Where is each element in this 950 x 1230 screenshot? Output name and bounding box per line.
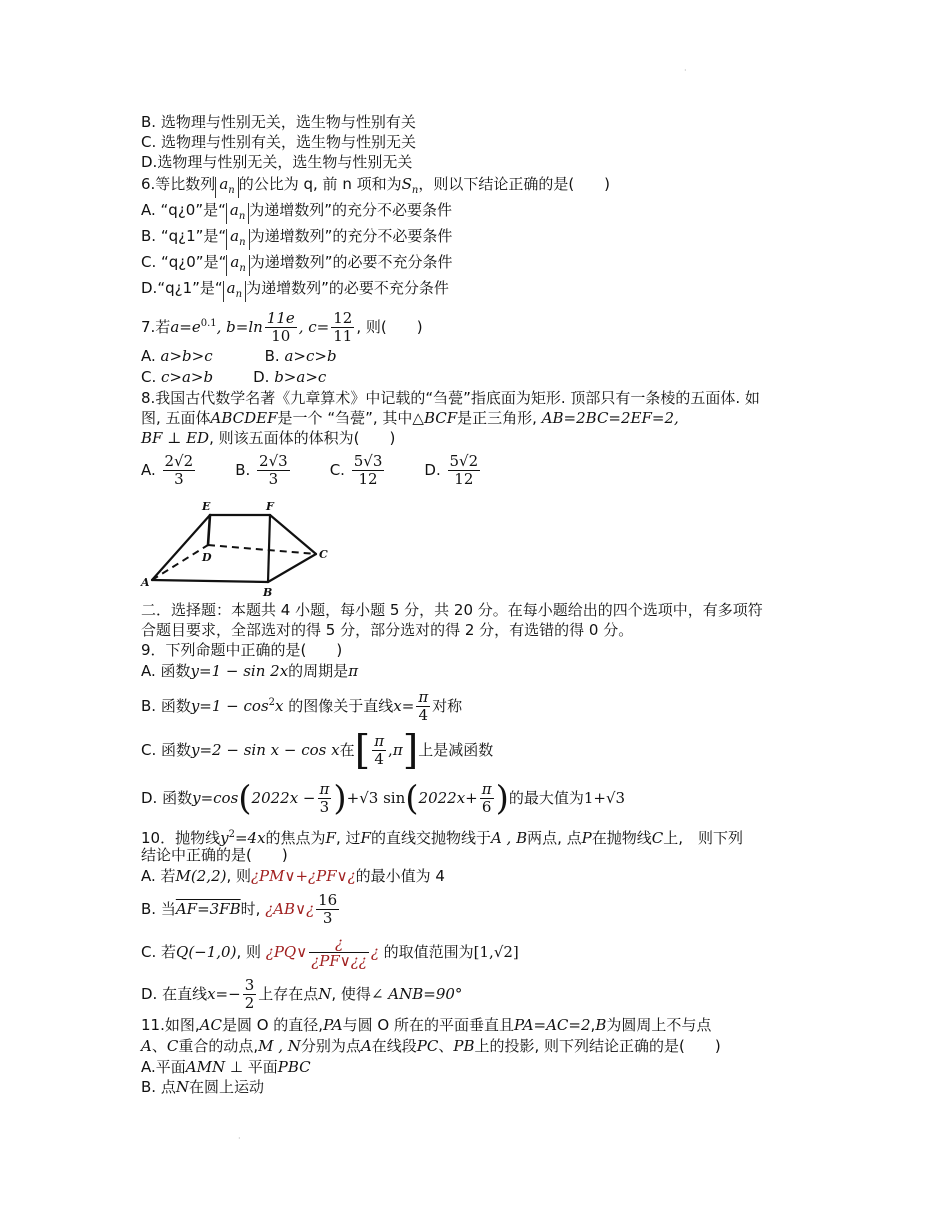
label-e: E: [202, 500, 211, 513]
q11-stem-line1: 11.如图,AC是圆 O 的直径,PA与圆 O 所在的平面垂直且PA=AC=2,B为圆周上不与点: [141, 1016, 712, 1034]
scan-artifact: ·: [238, 1134, 241, 1143]
edge-ab: [152, 580, 268, 582]
q9-option-b: B. 函数$y=1 - \cos^2x$ 的图像关于直线x= $\frac{\pi}{4}$ 对称: [141, 688, 463, 724]
edge-ed: [208, 515, 210, 545]
q10-stem-line2: 结论中正确的是( ): [141, 846, 288, 864]
q10-option-c: C. 若Q(−1,0), 则 ¿PQ∨ $\frac{¿}{¿PF\vee¿¿}$ ¿ 的取值范围为[1,√2]: [141, 934, 519, 970]
q8-options: A. $\frac{2√2}{3}$ B. $\frac{2√3}{3}$ C. $\frac{5√3}{12}$ D. $\frac{5√2}{12}$: [141, 452, 479, 488]
edge-fc: [270, 515, 316, 554]
scan-artifact: ·: [684, 66, 687, 75]
q10-stem-line1: 10．抛物线$y^2=4x$的焦点为F, 过F的直线交抛物线于A , B两点, 点P在抛物线C上, 则下列: [141, 829, 744, 847]
section2-instructions-line1: 二．选择题：本题共 4 小题，每小题 5 分，共 20 分。在每小题给出的四个选项中，有多项符: [141, 601, 763, 619]
q6-option-b: B. “q¿1”是“ $a_n$ 为递增数列”的充分不必要条件: [141, 227, 453, 248]
q9-option-a: A. 函数y=1 − sin 2x的周期是π: [141, 662, 359, 680]
q8-stem-line3: BF ⊥ ED, 则该五面体的体积为( ): [141, 429, 396, 447]
q11-stem-line2: A、C重合的动点,M , N分别为点A在线段PC、PB上的投影, 则下列结论正确的是( ): [141, 1037, 721, 1055]
section2-instructions-line2: 合题目要求，全部选对的得 5 分，部分选对的得 2 分，有选错的得 0 分。: [141, 621, 634, 639]
edge-bc: [268, 554, 316, 582]
label-c: C: [319, 548, 328, 561]
q9-stem: 9．下列命题中正确的是( ): [141, 641, 343, 659]
q7-stem: 7.若$a=e^{0.1}$, b=ln $\frac{11e}{10}$ , c= $\frac{12}{11}$ , 则( ): [141, 309, 423, 345]
label-b: B: [263, 586, 273, 599]
label-f: F: [266, 500, 274, 513]
edge-dc-hidden: [208, 545, 316, 554]
q11-option-a: A.平面AMN ⊥ 平面PBC: [141, 1058, 311, 1076]
q5-option-b: B. 选物理与性别无关，选生物与性别有关: [141, 113, 416, 131]
q9-option-c: C. 函数y=2 − sin x − cos x在[ $\frac{\pi}{4}$ ,π]上是减函数: [141, 727, 494, 774]
q7-options-row2: C. c>a>b D. b>a>c: [141, 368, 327, 386]
label-d: D: [202, 551, 212, 564]
q6-stem: 6.等比数列 $a_n$ 的公比为 q, 前 n 项和为$S_n$，则以下结论正确的是( ): [141, 175, 611, 196]
q6-option-c: C. “q¿0”是“ $a_n$ 为递增数列”的必要不充分条件: [141, 253, 453, 274]
q8-stem-line2: 图, 五面体ABCDEF是一个 “刍甍”, 其中△BCF是正三角形, AB=2BC=2EF=2,: [141, 409, 679, 427]
q10-option-b: B. 当AF=3FB时, ¿AB∨¿ $\frac{16}{3}$: [141, 891, 338, 927]
edge-ae: [152, 515, 210, 580]
q5-option-d: D.选物理与性别无关，选生物与性别无关: [141, 153, 413, 171]
q10-option-d: D. 在直线x=− $\frac{3}{2}$ 上存在点N, 使得∠ ANB=90°: [141, 976, 463, 1012]
q10-option-a: A. 若M(2,2), 则¿PM∨+¿PF∨¿的最小值为 4: [141, 867, 445, 885]
q6-option-a: A. “q¿0”是“ $a_n$ 为递增数列”的充分不必要条件: [141, 201, 453, 222]
q11-option-b: B. 点N在圆上运动: [141, 1078, 264, 1096]
edge-fb: [268, 515, 270, 582]
pentahedron-figure: [138, 500, 338, 600]
q6-option-d: D.“q¿1”是“ $a_n$ 为递增数列”的必要不充分条件: [141, 279, 449, 300]
q7-options-row1: A. a>b>c B. a>c>b: [141, 347, 337, 365]
q5-option-c: C. 选物理与性别有关，选生物与性别无关: [141, 133, 417, 151]
label-a: A: [141, 576, 150, 589]
q8-stem-line1: 8.我国古代数学名著《九章算术》中记载的“刍甍”指底面为矩形. 顶部只有一条棱的五面体. 如: [141, 389, 760, 407]
q9-option-d: D. 函数y=cos(2022x − $\frac{\pi}{3}$ )+√3 sin(2022x+ $\frac{\pi}{6}$ )的最大值为1+√3: [141, 778, 626, 819]
